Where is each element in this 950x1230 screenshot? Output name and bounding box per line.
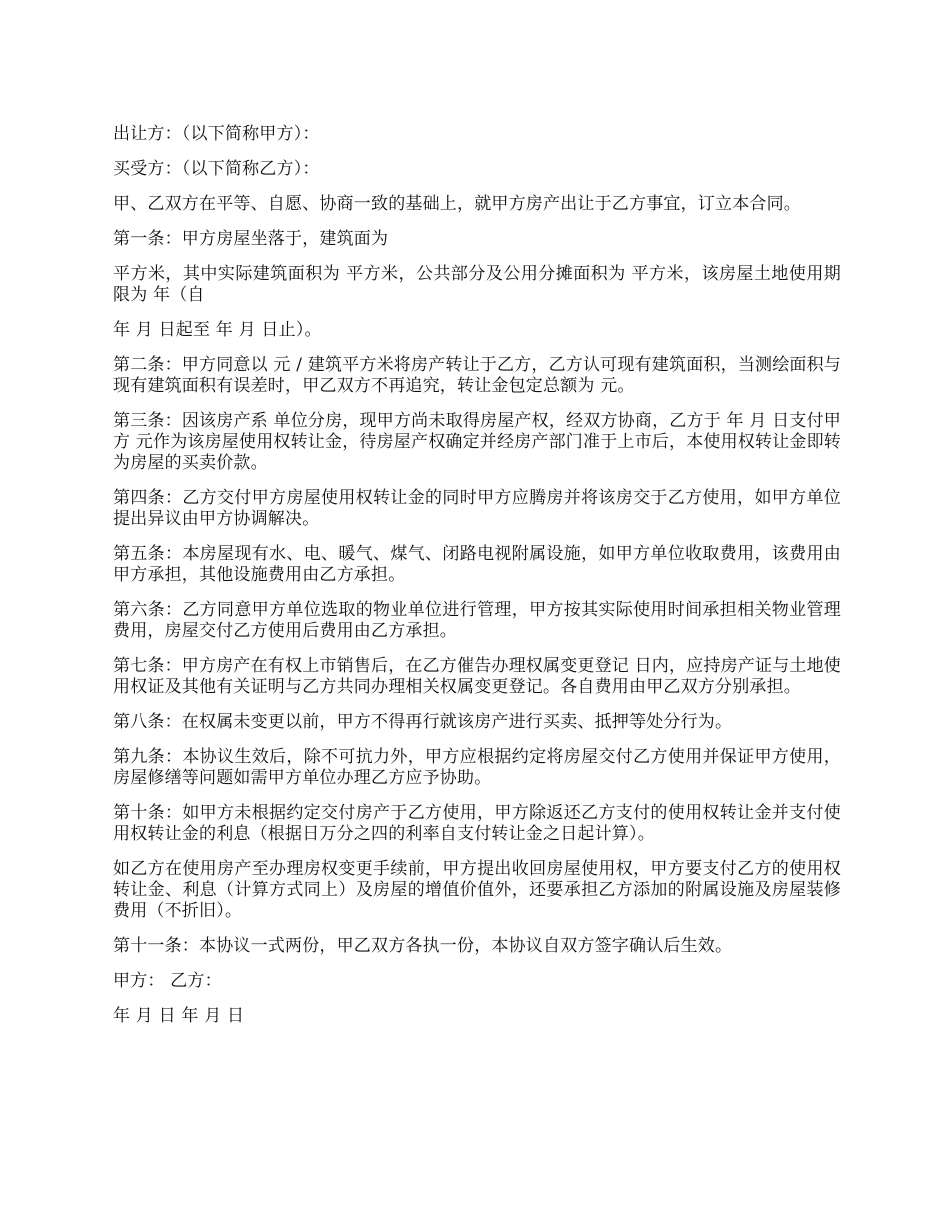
signature-parties-line: 甲方： 乙方： [113, 971, 222, 991]
article-11-paragraph: 第十一条：本协议一式两份，甲乙双方各执一份，本协议自双方签字确认后生效。 [113, 936, 733, 956]
article-4-paragraph: 第四条：乙方交付甲方房屋使用权转让金的同时甲方应腾房并将该房交于乙方使用，如甲方单位提出异议由甲方协调解决。 [113, 488, 841, 529]
party-a-line: 出让方：（以下简称甲方）： [113, 124, 320, 144]
article-10-continuation-paragraph: 如乙方在使用房产至办理房权变更手续前，甲方提出收回房屋使用权，甲方要支付乙方的使用权转让金、利息（计算方式同上）及房屋的增值价值外，还要承担乙方添加的附属设施及房屋装修费用（不折旧）。 [113, 859, 841, 921]
article-6-paragraph: 第六条：乙方同意甲方单位选取的物业单位进行管理，甲方按其实际使用时间承担相关物业管理费用，房屋交付乙方使用后费用由乙方承担。 [113, 600, 841, 641]
article-10-paragraph: 第十条：如甲方未根据约定交付房产于乙方使用，甲方除返还乙方支付的使用权转让金并支付使用权转让金的利息（根据日万分之四的利率自支付转让金之日起计算）。 [113, 803, 841, 844]
article-9-paragraph: 第九条：本协议生效后，除不可抗力外，甲方应根据约定将房屋交付乙方使用并保证甲方使用，房屋修缮等问题如需甲方单位办理乙方应予协助。 [113, 747, 841, 788]
signature-date-line: 年 月 日 年 月 日 [113, 1006, 245, 1026]
article-1-area-paragraph: 平方米，其中实际建筑面积为 平方米，公共部分及公用分摊面积为 平方米，该房屋土地使用期限为 年（自 [113, 264, 841, 305]
document-body [113, 124, 841, 1041]
article-1-term-paragraph: 年 月 日起至 年 月 日止）。 [113, 320, 322, 340]
article-3-paragraph: 第三条：因该房产系 单位分房，现甲方尚未取得房屋产权，经双方协商，乙方于 年 月 日支付甲方 元作为该房屋使用权转让金，待房屋产权确定并经房产部门准于上市后，本使用权转让金即转为房屋的买卖价款。 [113, 411, 842, 473]
article-8-paragraph: 第八条：在权属未变更以前，甲方不得再行就该房产进行买卖、抵押等处分行为。 [113, 712, 733, 732]
article-2-paragraph: 第二条：甲方同意以 元 / 建筑平方米将房产转让于乙方，乙方认可现有建筑面积，当测绘面积与现有建筑面积有误差时，甲乙双方不再追究，转让金包定总额为 元。 [113, 355, 841, 396]
article-1-paragraph: 第一条：甲方房屋坐落于，建筑面为 [113, 229, 389, 249]
article-7-paragraph: 第七条：甲方房产在有权上市销售后，在乙方催告办理权属变更登记 日内，应持房产证与土地使用权证及其他有关证明与乙方共同办理相关权属变更登记。各自费用由甲乙双方分别承担。 [113, 656, 842, 697]
preamble-paragraph: 甲、乙双方在平等、自愿、协商一致的基础上，就甲方房产出让于乙方事宜，订立本合同。 [113, 194, 801, 214]
party-b-line: 买受方：（以下简称乙方）： [113, 159, 320, 179]
article-5-paragraph: 第五条：本房屋现有水、电、暖气、煤气、闭路电视附属设施，如甲方单位收取费用，该费用由甲方承担，其他设施费用由乙方承担。 [113, 544, 841, 585]
